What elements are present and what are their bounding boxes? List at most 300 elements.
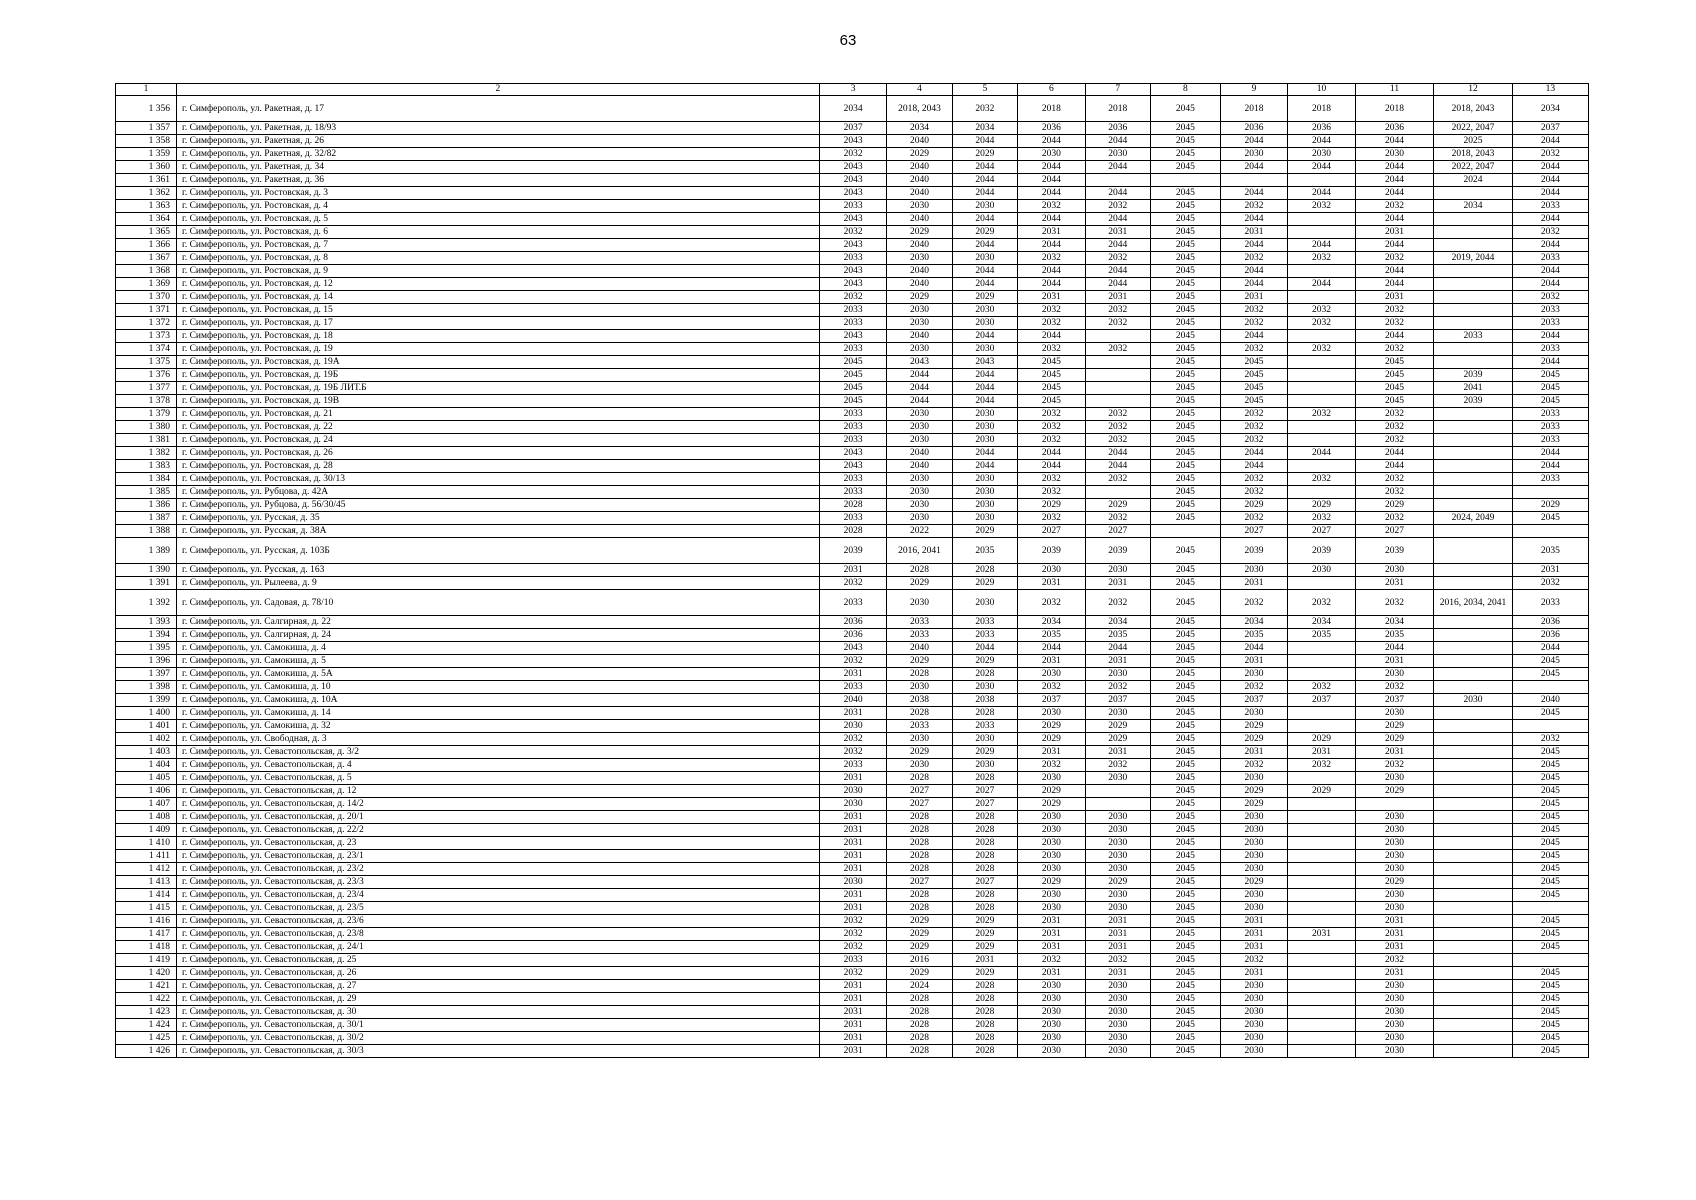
year-cell: 2028 (952, 772, 1017, 785)
year-cell: 2044 (1018, 642, 1086, 655)
year-cell (1085, 174, 1150, 187)
year-cell: 2032 (819, 655, 887, 668)
year-cell: 2031 (1085, 941, 1150, 954)
year-cell: 2045 (1150, 356, 1220, 369)
address-cell: г. Симферополь, ул. Севастопольская, д. 20/1 (177, 811, 820, 824)
year-cell: 2044 (1355, 265, 1433, 278)
year-cell: 2045 (1150, 460, 1220, 473)
year-cell: 2032 (1085, 681, 1150, 694)
address-cell: г. Симферополь, ул. Ростовская, д. 8 (177, 252, 820, 265)
year-cell: 2045 (1220, 382, 1288, 395)
year-cell (1434, 720, 1512, 733)
year-cell: 2033 (1512, 434, 1588, 447)
year-cell: 2029 (1355, 720, 1433, 733)
address-cell: г. Симферополь, ул. Ростовская, д. 14 (177, 291, 820, 304)
year-cell (1434, 434, 1512, 447)
address-cell: г. Симферополь, ул. Ростовская, д. 6 (177, 226, 820, 239)
table-row (116, 499, 1589, 512)
year-cell: 2032 (1288, 512, 1356, 525)
row-number: 1 408 (116, 811, 177, 824)
row-number: 1 394 (116, 629, 177, 642)
year-cell: 2044 (1512, 460, 1588, 473)
row-number: 1 401 (116, 720, 177, 733)
year-cell: 2032 (1220, 473, 1288, 486)
year-cell: 2028 (887, 1006, 952, 1019)
year-cell: 2036 (1085, 122, 1150, 135)
year-cell: 2036 (1512, 616, 1588, 629)
year-cell: 2030 (1085, 863, 1150, 876)
year-cell: 2044 (1512, 447, 1588, 460)
year-cell: 2031 (1018, 746, 1086, 759)
year-cell: 2036 (819, 629, 887, 642)
year-cell: 2028 (952, 980, 1017, 993)
year-cell: 2030 (1355, 1045, 1433, 1058)
year-cell: 2030 (1018, 1006, 1086, 1019)
year-cell: 2031 (819, 993, 887, 1006)
year-cell: 2030 (1220, 850, 1288, 863)
year-cell: 2031 (1085, 967, 1150, 980)
year-cell: 2031 (1355, 928, 1433, 941)
year-cell: 2044 (1512, 135, 1588, 148)
year-cell: 2030 (1220, 1045, 1288, 1058)
year-cell (1434, 1032, 1512, 1045)
year-cell: 2045 (1150, 213, 1220, 226)
year-cell: 2031 (819, 889, 887, 902)
year-cell: 2030 (887, 408, 952, 421)
address-cell: г. Симферополь, ул. Севастопольская, д. 23/3 (177, 876, 820, 889)
year-cell: 2045 (1220, 395, 1288, 408)
year-cell: 2030 (1220, 707, 1288, 720)
year-cell: 2030 (1288, 148, 1356, 161)
year-cell: 2044 (1355, 239, 1433, 252)
year-cell: 2031 (1512, 564, 1588, 577)
year-cell (1434, 1006, 1512, 1019)
row-number: 1 373 (116, 330, 177, 343)
year-cell: 2034 (952, 122, 1017, 135)
year-cell: 2018, 2043 (1434, 96, 1512, 122)
year-cell: 2038 (952, 694, 1017, 707)
address-cell: г. Симферополь, ул. Севастопольская, д. 30/1 (177, 1019, 820, 1032)
table-row (116, 1006, 1589, 1019)
year-cell: 2030 (952, 499, 1017, 512)
year-cell (1434, 902, 1512, 915)
year-cell: 2028 (952, 993, 1017, 1006)
year-cell: 2029 (887, 941, 952, 954)
year-cell: 2032 (1355, 759, 1433, 772)
row-number: 1 382 (116, 447, 177, 460)
year-cell: 2030 (952, 590, 1017, 616)
year-cell: 2045 (1150, 343, 1220, 356)
year-cell: 2045 (819, 369, 887, 382)
year-cell: 2029 (887, 928, 952, 941)
year-cell: 2036 (1355, 122, 1433, 135)
year-cell: 2033 (1512, 304, 1588, 317)
year-cell: 2036 (1512, 629, 1588, 642)
year-cell: 2029 (952, 655, 1017, 668)
year-cell: 2019, 2044 (1434, 252, 1512, 265)
year-cell (1288, 265, 1356, 278)
year-cell: 2032 (819, 733, 887, 746)
year-cell: 2045 (1150, 642, 1220, 655)
column-header-3: 3 (819, 84, 887, 96)
year-cell: 2030 (887, 317, 952, 330)
year-cell: 2030 (1355, 564, 1433, 577)
year-cell: 2044 (1085, 265, 1150, 278)
row-number: 1 370 (116, 291, 177, 304)
year-cell: 2040 (887, 174, 952, 187)
row-number: 1 356 (116, 96, 177, 122)
year-cell: 2029 (1288, 499, 1356, 512)
year-cell: 2040 (887, 642, 952, 655)
row-number: 1 364 (116, 213, 177, 226)
year-cell: 2039 (1288, 538, 1356, 564)
year-cell: 2045 (1512, 746, 1588, 759)
year-cell: 2029 (952, 226, 1017, 239)
year-cell: 2030 (1085, 993, 1150, 1006)
year-cell: 2044 (1512, 356, 1588, 369)
year-cell: 2045 (1018, 369, 1086, 382)
year-cell: 2030 (887, 434, 952, 447)
year-cell: 2044 (1512, 174, 1588, 187)
year-cell: 2024, 2049 (1434, 512, 1512, 525)
row-number: 1 384 (116, 473, 177, 486)
year-cell: 2032 (1355, 486, 1433, 499)
year-cell: 2033 (819, 486, 887, 499)
year-cell: 2030 (1220, 863, 1288, 876)
year-cell: 2030 (1018, 824, 1086, 837)
year-cell: 2045 (1150, 135, 1220, 148)
year-cell: 2030 (887, 252, 952, 265)
year-cell: 2043 (819, 239, 887, 252)
year-cell: 2031 (1018, 226, 1086, 239)
year-cell (1434, 798, 1512, 811)
year-cell: 2029 (1018, 499, 1086, 512)
year-cell: 2028 (952, 707, 1017, 720)
year-cell: 2029 (1085, 733, 1150, 746)
year-cell: 2045 (1150, 668, 1220, 681)
year-cell: 2030 (1085, 837, 1150, 850)
year-cell: 2030 (1085, 564, 1150, 577)
address-cell: г. Симферополь, ул. Ракетная, д. 18/93 (177, 122, 820, 135)
row-number: 1 418 (116, 941, 177, 954)
year-cell (1085, 785, 1150, 798)
year-cell (1434, 226, 1512, 239)
year-cell: 2033 (819, 681, 887, 694)
year-cell: 2033 (819, 512, 887, 525)
address-cell: г. Симферополь, ул. Рубцова, д. 56/30/45 (177, 499, 820, 512)
year-cell: 2032 (819, 928, 887, 941)
year-cell: 2031 (1220, 291, 1288, 304)
year-cell: 2045 (1150, 187, 1220, 200)
year-cell: 2030 (1085, 668, 1150, 681)
year-cell: 2030 (1355, 707, 1433, 720)
year-cell: 2044 (1220, 330, 1288, 343)
year-cell: 2043 (819, 330, 887, 343)
table-row (116, 642, 1589, 655)
year-cell: 2036 (1288, 122, 1356, 135)
year-cell: 2029 (1220, 720, 1288, 733)
year-cell (1512, 681, 1588, 694)
year-cell: 2043 (819, 265, 887, 278)
year-cell: 2044 (1085, 135, 1150, 148)
year-cell (1288, 382, 1356, 395)
address-cell: г. Симферополь, ул. Севастопольская, д. 30 (177, 1006, 820, 1019)
year-cell: 2032 (1220, 343, 1288, 356)
table-row (116, 343, 1589, 356)
year-cell (1288, 980, 1356, 993)
year-cell: 2031 (1220, 941, 1288, 954)
year-cell: 2044 (1220, 213, 1288, 226)
year-cell: 2029 (1220, 733, 1288, 746)
year-cell (1434, 460, 1512, 473)
year-cell: 2028 (887, 837, 952, 850)
year-cell: 2031 (819, 1032, 887, 1045)
year-cell: 2027 (952, 798, 1017, 811)
year-cell: 2044 (1220, 278, 1288, 291)
year-cell: 2044 (1355, 330, 1433, 343)
year-cell: 2031 (1355, 941, 1433, 954)
row-number: 1 371 (116, 304, 177, 317)
row-number: 1 413 (116, 876, 177, 889)
year-cell: 2044 (1512, 265, 1588, 278)
table-row (116, 902, 1589, 915)
year-cell: 2033 (1512, 343, 1588, 356)
table-row (116, 408, 1589, 421)
year-cell: 2029 (887, 915, 952, 928)
year-cell (1434, 876, 1512, 889)
year-cell: 2033 (952, 720, 1017, 733)
year-cell: 2035 (1355, 629, 1433, 642)
year-cell: 2045 (1150, 694, 1220, 707)
year-cell: 2033 (1512, 317, 1588, 330)
year-cell: 2045 (1150, 941, 1220, 954)
table-row (116, 668, 1589, 681)
year-cell: 2032 (819, 226, 887, 239)
year-cell: 2045 (1150, 655, 1220, 668)
year-cell: 2036 (819, 616, 887, 629)
year-cell: 2032 (1355, 421, 1433, 434)
year-cell: 2030 (1220, 772, 1288, 785)
year-cell: 2033 (952, 616, 1017, 629)
year-cell: 2030 (887, 200, 952, 213)
year-cell: 2030 (1018, 564, 1086, 577)
year-cell: 2028 (887, 1019, 952, 1032)
table-row (116, 733, 1589, 746)
year-cell: 2045 (1150, 772, 1220, 785)
year-cell (1288, 837, 1356, 850)
address-cell: г. Симферополь, ул. Севастопольская, д. 23/6 (177, 915, 820, 928)
year-cell: 2045 (1150, 538, 1220, 564)
year-cell: 2029 (887, 746, 952, 759)
year-cell: 2041 (1434, 382, 1512, 395)
year-cell: 2016 (887, 954, 952, 967)
year-cell (1434, 356, 1512, 369)
year-cell: 2032 (1220, 954, 1288, 967)
year-cell: 2018 (1288, 96, 1356, 122)
year-cell: 2045 (1150, 967, 1220, 980)
year-cell: 2045 (1150, 122, 1220, 135)
year-cell: 2031 (1220, 746, 1288, 759)
year-cell: 2032 (819, 577, 887, 590)
year-cell: 2027 (952, 785, 1017, 798)
year-cell: 2029 (1355, 499, 1433, 512)
year-cell: 2045 (1150, 993, 1220, 1006)
year-cell: 2031 (819, 772, 887, 785)
year-cell: 2032 (1085, 434, 1150, 447)
year-cell: 2045 (1512, 850, 1588, 863)
table-row (116, 395, 1589, 408)
row-number: 1 400 (116, 707, 177, 720)
year-cell: 2045 (1150, 291, 1220, 304)
year-cell: 2032 (1355, 473, 1433, 486)
year-cell: 2028 (952, 902, 1017, 915)
year-cell: 2030 (887, 733, 952, 746)
year-cell: 2028 (952, 1045, 1017, 1058)
year-cell: 2028 (952, 1019, 1017, 1032)
address-cell: г. Симферополь, ул. Рылеева, д. 9 (177, 577, 820, 590)
year-cell: 2045 (1150, 447, 1220, 460)
year-cell: 2030 (952, 421, 1017, 434)
year-cell: 2029 (887, 967, 952, 980)
address-cell: г. Симферополь, ул. Севастопольская, д. 23/8 (177, 928, 820, 941)
year-cell: 2028 (819, 499, 887, 512)
column-header-10: 10 (1288, 84, 1356, 96)
year-cell: 2045 (1150, 395, 1220, 408)
year-cell: 2031 (1085, 291, 1150, 304)
year-cell: 2044 (1355, 213, 1433, 226)
year-cell: 2045 (1150, 512, 1220, 525)
year-cell: 2032 (1085, 304, 1150, 317)
year-cell: 2032 (1288, 473, 1356, 486)
row-number: 1 423 (116, 1006, 177, 1019)
year-cell (1434, 564, 1512, 577)
row-number: 1 416 (116, 915, 177, 928)
year-cell: 2030 (1018, 1032, 1086, 1045)
year-cell (1288, 174, 1356, 187)
address-cell: г. Симферополь, ул. Севастопольская, д. 30/3 (177, 1045, 820, 1058)
row-number: 1 369 (116, 278, 177, 291)
year-cell: 2030 (1085, 707, 1150, 720)
year-cell (1434, 473, 1512, 486)
year-cell: 2044 (1018, 187, 1086, 200)
year-cell: 2045 (1150, 278, 1220, 291)
row-number: 1 410 (116, 837, 177, 850)
table-row (116, 577, 1589, 590)
year-cell: 2032 (819, 291, 887, 304)
year-cell (1288, 954, 1356, 967)
table-row (116, 889, 1589, 902)
year-cell: 2045 (1512, 1006, 1588, 1019)
year-cell (1288, 863, 1356, 876)
row-number: 1 377 (116, 382, 177, 395)
year-cell: 2028 (819, 525, 887, 538)
year-cell: 2045 (1150, 265, 1220, 278)
address-cell: г. Симферополь, ул. Ростовская, д. 24 (177, 434, 820, 447)
address-cell: г. Симферополь, ул. Самокиша, д. 10А (177, 694, 820, 707)
address-cell: г. Симферополь, ул. Ростовская, д. 30/13 (177, 473, 820, 486)
year-cell: 2018 (1085, 96, 1150, 122)
year-cell: 2032 (1355, 343, 1433, 356)
year-cell: 2030 (1220, 1006, 1288, 1019)
table-row (116, 798, 1589, 811)
year-cell: 2030 (1220, 148, 1288, 161)
table-row (116, 421, 1589, 434)
year-cell: 2029 (1018, 798, 1086, 811)
table-row (116, 187, 1589, 200)
year-cell (1434, 265, 1512, 278)
year-cell: 2044 (1288, 161, 1356, 174)
year-cell: 2040 (887, 135, 952, 148)
table-row (116, 200, 1589, 213)
row-number: 1 414 (116, 889, 177, 902)
year-cell (1288, 772, 1356, 785)
year-cell: 2044 (1220, 187, 1288, 200)
year-cell: 2039 (819, 538, 887, 564)
year-cell: 2032 (1018, 421, 1086, 434)
year-cell: 2028 (887, 824, 952, 837)
address-cell: г. Симферополь, ул. Русская, д. 163 (177, 564, 820, 577)
year-cell: 2033 (1512, 590, 1588, 616)
year-cell: 2044 (952, 369, 1017, 382)
year-cell: 2028 (887, 668, 952, 681)
year-cell: 2030 (819, 785, 887, 798)
year-cell: 2029 (1018, 876, 1086, 889)
year-cell (1085, 330, 1150, 343)
year-cell: 2045 (1150, 928, 1220, 941)
year-cell: 2045 (1150, 629, 1220, 642)
row-number: 1 397 (116, 668, 177, 681)
year-cell: 2029 (1220, 798, 1288, 811)
table-row (116, 876, 1589, 889)
year-cell: 2034 (887, 122, 952, 135)
year-cell: 2045 (1512, 668, 1588, 681)
year-cell: 2030 (952, 486, 1017, 499)
year-cell: 2030 (1018, 148, 1086, 161)
year-cell: 2044 (1085, 187, 1150, 200)
address-cell: г. Симферополь, ул. Самокиша, д. 10 (177, 681, 820, 694)
year-cell: 2044 (952, 135, 1017, 148)
year-cell (1434, 343, 1512, 356)
year-cell: 2045 (1512, 980, 1588, 993)
year-cell: 2045 (1512, 512, 1588, 525)
row-number: 1 379 (116, 408, 177, 421)
year-cell (1434, 967, 1512, 980)
table-row (116, 122, 1589, 135)
address-cell: г. Симферополь, ул. Свободная, д. 3 (177, 733, 820, 746)
year-cell: 2035 (1018, 629, 1086, 642)
year-cell: 2030 (1355, 148, 1433, 161)
year-cell (1288, 577, 1356, 590)
year-cell: 2032 (1018, 304, 1086, 317)
year-cell: 2033 (819, 759, 887, 772)
year-cell: 2030 (1018, 980, 1086, 993)
table-row (116, 369, 1589, 382)
year-cell: 2032 (1018, 473, 1086, 486)
year-cell: 2045 (1512, 395, 1588, 408)
year-cell: 2032 (1085, 252, 1150, 265)
year-cell (1434, 629, 1512, 642)
row-number: 1 409 (116, 824, 177, 837)
year-cell: 2032 (1220, 759, 1288, 772)
row-number: 1 419 (116, 954, 177, 967)
column-header-6: 6 (1018, 84, 1086, 96)
year-cell: 2028 (952, 863, 1017, 876)
address-cell: г. Симферополь, ул. Севастопольская, д. 14/2 (177, 798, 820, 811)
year-cell: 2044 (1355, 642, 1433, 655)
year-cell: 2030 (887, 473, 952, 486)
table-row (116, 980, 1589, 993)
year-cell: 2044 (952, 161, 1017, 174)
